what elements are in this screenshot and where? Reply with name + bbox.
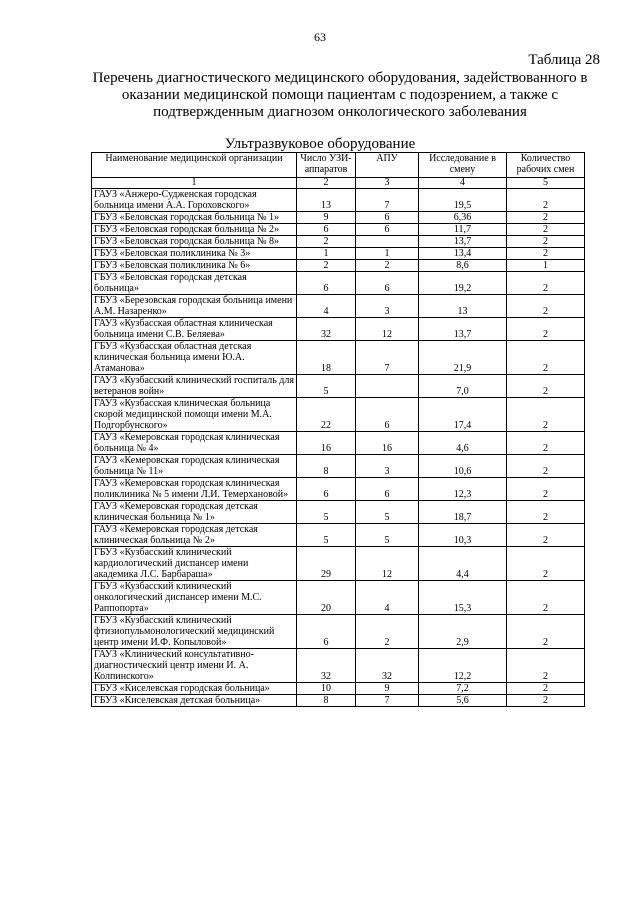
table-row xyxy=(92,295,585,318)
uzi-count-cell: 22 xyxy=(297,398,356,432)
organization-name-cell: ГБУЗ «Киселевская городская больница» xyxy=(92,683,297,695)
uzi-count-cell: 1 xyxy=(297,248,356,260)
table-row xyxy=(92,260,585,272)
work-shifts-cell: 2 xyxy=(507,649,585,683)
organization-name-cell: ГБУЗ «Кузбасский клинический кардиологический диспансер имени академика Л.С. Барбараша» xyxy=(92,547,297,581)
header-uzi-count: Число УЗИ-аппаратов xyxy=(297,153,356,178)
apu-cell: 12 xyxy=(356,318,419,341)
studies-per-shift-cell: 21,9 xyxy=(419,341,507,375)
uzi-count-cell: 5 xyxy=(297,524,356,547)
apu-cell: 12 xyxy=(356,547,419,581)
organization-name-cell: ГБУЗ «Березовская городская больница имени А.М. Назаренко» xyxy=(92,295,297,318)
organization-name-cell: ГБУЗ «Беловская городская больница № 2» xyxy=(92,224,297,236)
studies-per-shift-cell: 12,2 xyxy=(419,649,507,683)
column-number: 1 xyxy=(92,178,297,189)
uzi-count-cell: 32 xyxy=(297,318,356,341)
apu-cell: 2 xyxy=(356,615,419,649)
studies-per-shift-cell: 11,7 xyxy=(419,224,507,236)
table-row xyxy=(92,212,585,224)
studies-per-shift-cell: 13,7 xyxy=(419,236,507,248)
studies-per-shift-cell: 13,7 xyxy=(419,318,507,341)
organization-name-cell: ГАУЗ «Кемеровская городская клиническая больница № 11» xyxy=(92,455,297,478)
organization-name-cell: ГАУЗ «Кемеровская городская детская клиническая больница № 2» xyxy=(92,524,297,547)
uzi-count-cell: 18 xyxy=(297,341,356,375)
work-shifts-cell: 2 xyxy=(507,547,585,581)
studies-per-shift-cell: 10,3 xyxy=(419,524,507,547)
uzi-count-cell: 6 xyxy=(297,615,356,649)
studies-per-shift-cell: 18,7 xyxy=(419,501,507,524)
table-row xyxy=(92,375,585,398)
section-title: Ультразвуковое оборудование xyxy=(224,136,416,152)
table-row xyxy=(92,524,585,547)
table-row xyxy=(92,432,585,455)
uzi-count-cell: 2 xyxy=(297,236,356,248)
table-row xyxy=(92,398,585,432)
organization-name-cell: ГАУЗ «Кузбасская клиническая больница скорой медицинской помощи имени М.А. Подгорбунского» xyxy=(92,398,297,432)
column-number: 5 xyxy=(507,178,585,189)
table-row xyxy=(92,272,585,295)
apu-cell: 1 xyxy=(356,248,419,260)
work-shifts-cell: 2 xyxy=(507,398,585,432)
work-shifts-cell: 2 xyxy=(507,615,585,649)
column-number: 3 xyxy=(356,178,419,189)
studies-per-shift-cell: 19,5 xyxy=(419,189,507,212)
work-shifts-cell: 2 xyxy=(507,295,585,318)
studies-per-shift-cell: 6,36 xyxy=(419,212,507,224)
apu-cell: 5 xyxy=(356,501,419,524)
table-row xyxy=(92,341,585,375)
table-row xyxy=(92,236,585,248)
organization-name-cell: ГБУЗ «Беловская городская больница № 1» xyxy=(92,212,297,224)
work-shifts-cell: 2 xyxy=(507,341,585,375)
work-shifts-cell: 2 xyxy=(507,189,585,212)
organization-name-cell: ГБУЗ «Беловская городская детская больница» xyxy=(92,272,297,295)
uzi-count-cell: 6 xyxy=(297,272,356,295)
uzi-count-cell: 29 xyxy=(297,547,356,581)
apu-cell: 7 xyxy=(356,189,419,212)
uzi-count-cell: 8 xyxy=(297,695,356,707)
uzi-count-cell: 6 xyxy=(297,224,356,236)
work-shifts-cell: 2 xyxy=(507,478,585,501)
organization-name-cell: ГБУЗ «Беловская поликлиника № 6» xyxy=(92,260,297,272)
work-shifts-cell: 2 xyxy=(507,318,585,341)
table-row xyxy=(92,547,585,581)
header-studies-per-shift: Исследование в смену xyxy=(419,153,507,178)
apu-cell: 6 xyxy=(356,212,419,224)
work-shifts-cell: 2 xyxy=(507,212,585,224)
header-row xyxy=(92,153,585,178)
table-row xyxy=(92,224,585,236)
uzi-count-cell: 13 xyxy=(297,189,356,212)
apu-cell: 6 xyxy=(356,224,419,236)
page-number: 63 xyxy=(314,30,326,44)
studies-per-shift-cell: 2,9 xyxy=(419,615,507,649)
apu-cell: 6 xyxy=(356,478,419,501)
table-row xyxy=(92,455,585,478)
organization-name-cell: ГБУЗ «Кузбасская областная детская клиническая больница имени Ю.А. Атаманова» xyxy=(92,341,297,375)
uzi-count-cell: 4 xyxy=(297,295,356,318)
studies-per-shift-cell: 4,4 xyxy=(419,547,507,581)
studies-per-shift-cell: 13 xyxy=(419,295,507,318)
apu-cell: 6 xyxy=(356,398,419,432)
organization-name-cell: ГБУЗ «Кузбасский клинический фтизиопульмонологический медицинский центр имени И.Ф. Копыловой» xyxy=(92,615,297,649)
uzi-count-cell: 10 xyxy=(297,683,356,695)
work-shifts-cell: 2 xyxy=(507,224,585,236)
table-row xyxy=(92,581,585,615)
table-row xyxy=(92,501,585,524)
apu-cell: 32 xyxy=(356,649,419,683)
uzi-count-cell: 5 xyxy=(297,501,356,524)
studies-per-shift-cell: 17,4 xyxy=(419,398,507,432)
uzi-count-cell: 16 xyxy=(297,432,356,455)
organization-name-cell: ГБУЗ «Кузбасский клинический онкологический диспансер имени М.С. Раппопорта» xyxy=(92,581,297,615)
table-row xyxy=(92,695,585,707)
table-row xyxy=(92,189,585,212)
uzi-count-cell: 32 xyxy=(297,649,356,683)
table-label: Таблица 28 xyxy=(528,52,600,68)
studies-per-shift-cell: 13,4 xyxy=(419,248,507,260)
organization-name-cell: ГАУЗ «Кузбасская областная клиническая больница имени С.В. Беляева» xyxy=(92,318,297,341)
table-row xyxy=(92,683,585,695)
work-shifts-cell: 2 xyxy=(507,272,585,295)
apu-cell: 9 xyxy=(356,683,419,695)
column-number: 2 xyxy=(297,178,356,189)
work-shifts-cell: 2 xyxy=(507,524,585,547)
studies-per-shift-cell: 7,0 xyxy=(419,375,507,398)
apu-cell: 2 xyxy=(356,260,419,272)
work-shifts-cell: 2 xyxy=(507,683,585,695)
table-row xyxy=(92,318,585,341)
header-organization: Наименование медицинской организации xyxy=(92,153,297,178)
work-shifts-cell: 1 xyxy=(507,260,585,272)
studies-per-shift-cell: 15,3 xyxy=(419,581,507,615)
work-shifts-cell: 2 xyxy=(507,432,585,455)
uzi-count-cell: 8 xyxy=(297,455,356,478)
studies-per-shift-cell: 4,6 xyxy=(419,432,507,455)
organization-name-cell: ГАУЗ «Кемеровская городская клиническая больница № 4» xyxy=(92,432,297,455)
organization-name-cell: ГБУЗ «Киселевская детская больница» xyxy=(92,695,297,707)
apu-cell: 7 xyxy=(356,695,419,707)
table-row xyxy=(92,615,585,649)
organization-name-cell: ГАУЗ «Кемеровская городская детская клиническая больница № 1» xyxy=(92,501,297,524)
apu-cell: 4 xyxy=(356,581,419,615)
organization-name-cell: ГАУЗ «Кузбасский клинический госпиталь для ветеранов войн» xyxy=(92,375,297,398)
studies-per-shift-cell: 10,6 xyxy=(419,455,507,478)
organization-name-cell: ГБУЗ «Беловская городская больница № 8» xyxy=(92,236,297,248)
uzi-count-cell: 2 xyxy=(297,260,356,272)
column-number: 4 xyxy=(419,178,507,189)
column-number-row xyxy=(92,178,585,189)
studies-per-shift-cell: 12,3 xyxy=(419,478,507,501)
table-row xyxy=(92,248,585,260)
apu-cell: 5 xyxy=(356,524,419,547)
apu-cell: 7 xyxy=(356,341,419,375)
work-shifts-cell: 2 xyxy=(507,248,585,260)
studies-per-shift-cell: 8,6 xyxy=(419,260,507,272)
organization-name-cell: ГАУЗ «Клинический консультативно-диагностический центр имени И. А. Колпинского» xyxy=(92,649,297,683)
uzi-count-cell: 6 xyxy=(297,478,356,501)
studies-per-shift-cell: 5,6 xyxy=(419,695,507,707)
apu-cell: 3 xyxy=(356,295,419,318)
organization-name-cell: ГБУЗ «Беловская поликлиника № 3» xyxy=(92,248,297,260)
work-shifts-cell: 2 xyxy=(507,581,585,615)
document-title: Перечень диагностического медицинского оборудования, задействованного в оказании медицинской помощи пациентам с подозрением, а также с подтвержденным диагнозом онкологического заболевания xyxy=(92,70,588,120)
work-shifts-cell: 2 xyxy=(507,236,585,248)
work-shifts-cell: 2 xyxy=(507,375,585,398)
apu-cell xyxy=(356,375,419,398)
apu-cell xyxy=(356,236,419,248)
work-shifts-cell: 2 xyxy=(507,455,585,478)
work-shifts-cell: 2 xyxy=(507,695,585,707)
uzi-count-cell: 20 xyxy=(297,581,356,615)
organization-name-cell: ГАУЗ «Кемеровская городская клиническая поликлиника № 5 имени Л.И. Темерхановой» xyxy=(92,478,297,501)
organization-name-cell: ГАУЗ «Анжеро-Судженская городская больница имени А.А. Гороховского» xyxy=(92,189,297,212)
table-row xyxy=(92,649,585,683)
header-work-shifts: Количество рабочих смен xyxy=(507,153,585,178)
uzi-count-cell: 9 xyxy=(297,212,356,224)
studies-per-shift-cell: 19,2 xyxy=(419,272,507,295)
header-apu: АПУ xyxy=(356,153,419,178)
apu-cell: 3 xyxy=(356,455,419,478)
studies-per-shift-cell: 7,2 xyxy=(419,683,507,695)
uzi-count-cell: 5 xyxy=(297,375,356,398)
table-row xyxy=(92,478,585,501)
equipment-table xyxy=(91,152,585,707)
apu-cell: 6 xyxy=(356,272,419,295)
apu-cell: 16 xyxy=(356,432,419,455)
work-shifts-cell: 2 xyxy=(507,501,585,524)
